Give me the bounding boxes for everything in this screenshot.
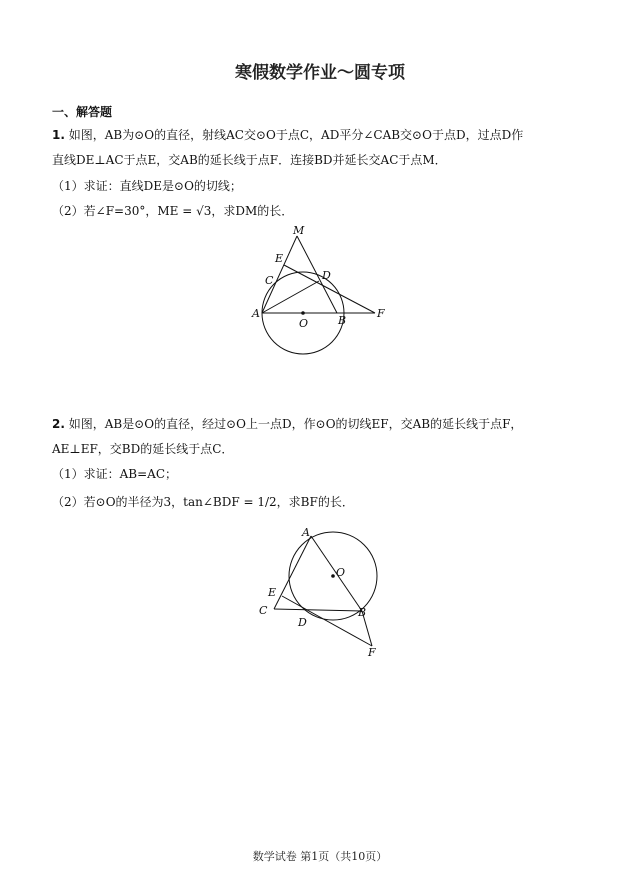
line-ac	[274, 536, 311, 609]
label-b: B	[338, 314, 347, 327]
label-a: A	[302, 526, 310, 539]
problem-2-figure	[250, 522, 400, 662]
problem-1-line-1: 1. 如图，AB为⊙O的直径，射线AC交⊙O于点C，AD平分∠CAB交⊙O于点D，过点D作	[52, 128, 524, 142]
point-o-2	[331, 574, 335, 578]
point-o-1	[301, 311, 305, 315]
problem-2-part-2: （2）若⊙O的半径为3，tan∠BDF = 1/2，求BF的长．	[52, 495, 354, 509]
problem-1-figure	[240, 222, 400, 357]
line-ef	[282, 596, 372, 646]
line-cb	[274, 609, 362, 611]
label-c: C	[259, 604, 268, 617]
problem-2-part-1: （1）求证：AB=AC；	[52, 467, 178, 481]
problem-1-part-2: （2）若∠F=30°，ME = √3，求DM的长．	[52, 204, 294, 218]
label-e: E	[268, 586, 277, 599]
label-o: O	[336, 566, 346, 579]
problem-2-number: 2.	[52, 417, 65, 431]
label-e: E	[275, 252, 284, 265]
problem-1-line-2: 直线DE⊥AC于点E，交AB的延长线于点F．连接BD并延长交AC于点M．	[52, 153, 447, 167]
label-o: O	[299, 317, 309, 330]
page-title: 寒假数学作业～圆专项	[235, 63, 405, 83]
label-a: A	[252, 307, 260, 320]
problem-2-line-2: AE⊥EF，交BD的延长线于点C．	[52, 442, 234, 456]
label-f: F	[377, 307, 385, 320]
section-heading: 一、解答题	[52, 105, 113, 119]
label-d: D	[298, 616, 307, 629]
label-f: F	[368, 646, 376, 659]
label-d: D	[322, 269, 331, 282]
problem-1-number: 1.	[52, 128, 65, 142]
label-b: B	[358, 606, 367, 619]
problem-1-part-1: （1）求证：直线DE是⊙O的切线；	[52, 179, 242, 193]
problem-2-line-1: 2. 如图，AB是⊙O的直径，经过⊙O上一点D，作⊙O的切线EF，交AB的延长线于点F，	[52, 417, 523, 431]
label-m: M	[293, 224, 305, 237]
page-footer: 数学试卷 第1页（共10页）	[252, 850, 388, 863]
label-c: C	[265, 274, 274, 287]
